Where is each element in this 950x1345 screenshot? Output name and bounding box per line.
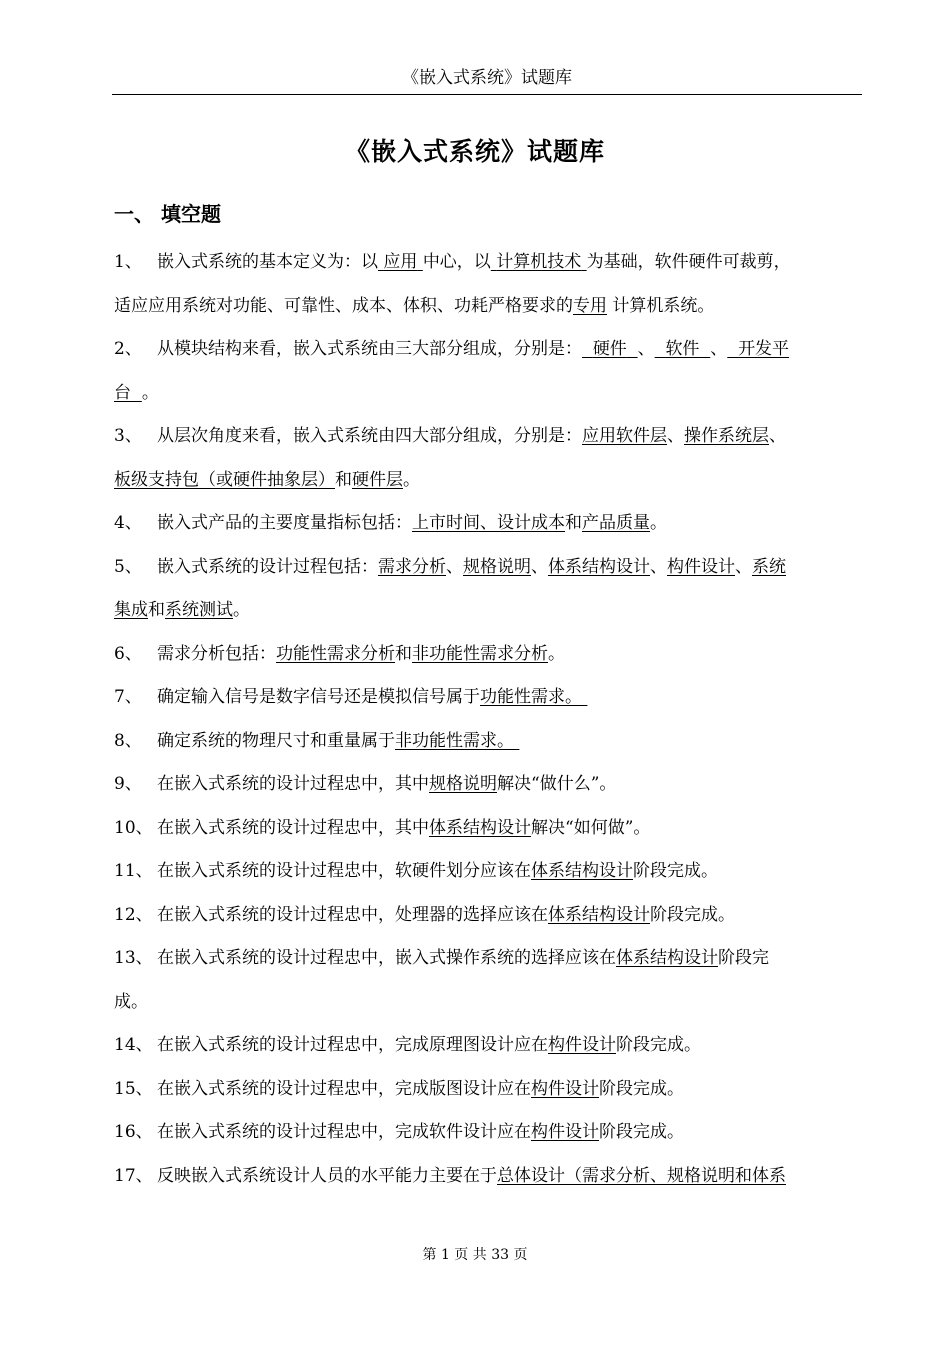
question-number: 5、 [114, 556, 142, 577]
answer-blank: 体系结构设计 [429, 817, 531, 838]
question-16: 16、 在嵌入式系统的设计过程忠中，完成软件设计应在构件设计阶段完成。 [114, 1111, 860, 1155]
question-7: 7、 确定输入信号是数字信号还是模拟信号属于功能性需求。 [114, 676, 860, 720]
answer-blank: 系统 [752, 556, 786, 577]
question-list [114, 241, 860, 1198]
question-5: 5、 嵌入式系统的设计过程包括：需求分析、规格说明、体系结构设计、构件设计、系统 集成和系统测试。 [114, 546, 860, 633]
question-number: 14、 [114, 1035, 153, 1055]
question-number: 16、 [114, 1122, 153, 1142]
answer-blank: 硬件层 [352, 469, 403, 490]
question-1: 1、 嵌入式系统的基本定义为：以 应用 中心，以 计算机技术 为基础，软件硬件可裁剪， 适应应用系统对功能、可靠性、成本、体积、功耗严格要求的专用 计算机系统。 [114, 241, 860, 328]
question-number: 2、 [114, 339, 142, 359]
answer-blank: 系统测试 [165, 600, 233, 620]
question-8: 8、 确定系统的物理尺寸和重量属于非功能性需求。 [114, 720, 860, 764]
question-2: 2、 从模块结构来看，嵌入式系统由三大部分组成，分别是： 硬件 、 软件 、 开发平 台 。 [114, 328, 860, 415]
answer-blank: 构件设计 [667, 556, 735, 577]
answer-blank: 操作系统层 [684, 426, 769, 446]
question-number: 13、 [114, 948, 153, 968]
question-number: 3、 [114, 426, 142, 446]
question-4: 4、 嵌入式产品的主要度量指标包括：上市时间、设计成本和产品质量。 [114, 502, 860, 546]
answer-blank: 体系结构设计 [548, 904, 650, 925]
answer-blank: 构件设计 [531, 1122, 599, 1142]
section-heading: 一、 填空题 [114, 202, 221, 226]
question-number: 10、 [114, 817, 153, 838]
answer-blank: 功能性需求分析 [276, 643, 395, 664]
answer-blank: 台 [114, 382, 131, 403]
question-13: 13、 在嵌入式系统的设计过程忠中，嵌入式操作系统的选择应该在体系结构设计阶段完 成。 [114, 937, 860, 1024]
question-6: 6、 需求分析包括：功能性需求分析和非功能性需求分析。 [114, 633, 860, 677]
question-3: 3、 从层次角度来看，嵌入式系统由四大部分组成，分别是：应用软件层、操作系统层、 板级支持包（或硬件抽象层）和硬件层。 [114, 415, 860, 502]
question-number: 9、 [114, 774, 142, 794]
answer-blank: 应用软件层 [582, 426, 667, 446]
answer-blank: 体系结构设计 [531, 861, 633, 881]
question-10: 10、 在嵌入式系统的设计过程忠中，其中体系结构设计解决“如何做”。 [114, 807, 860, 851]
answer-blank: 软件 [665, 339, 700, 359]
answer-blank: 应用 [383, 252, 418, 272]
answer-blank: 非功能性需求分析 [412, 643, 548, 664]
answer-blank: 功能性需求。 [480, 687, 582, 707]
answer-blank: 构件设计 [531, 1078, 599, 1099]
answer-blank: 专用 [573, 295, 607, 316]
question-number: 11、 [114, 861, 153, 881]
page-footer: 第 1 页 共 33 页 [422, 1247, 528, 1263]
question-17: 17、 反映嵌入式系统设计人员的水平能力主要在于总体设计（需求分析、规格说明和体系 [114, 1155, 860, 1199]
question-number: 1、 [114, 252, 142, 272]
answer-blank: 集成 [114, 600, 148, 620]
question-number: 4、 [114, 513, 142, 533]
answer-blank: 硬件 [592, 339, 627, 359]
answer-blank: 构件设计 [548, 1035, 616, 1055]
answer-blank: 需求分析 [378, 556, 446, 577]
answer-blank: 板级支持包（或硬件抽象层） [114, 469, 335, 490]
question-number: 17、 [114, 1165, 153, 1186]
answer-blank: 开发平 [738, 339, 790, 359]
question-14: 14、 在嵌入式系统的设计过程忠中，完成原理图设计应在构件设计阶段完成。 [114, 1024, 860, 1068]
answer-blank: 非功能性需求。 [395, 730, 514, 751]
question-11: 11、 在嵌入式系统的设计过程忠中，软硬件划分应该在体系结构设计阶段完成。 [114, 850, 860, 894]
answer-blank: 体系结构设计 [616, 948, 718, 968]
answer-blank: 体系结构设计 [548, 556, 650, 577]
answer-blank: 总体设计（需求分析、规格说明和体系 [497, 1165, 786, 1186]
question-number: 15、 [114, 1078, 153, 1099]
answer-blank: 规格说明 [429, 774, 497, 794]
answer-blank: 产品质量 [582, 513, 650, 533]
question-9: 9、 在嵌入式系统的设计过程忠中，其中规格说明解决“做什么”。 [114, 763, 860, 807]
answer-blank: 计算机技术 [496, 252, 582, 272]
document-title: 《嵌入式系统》试题库 [344, 137, 605, 166]
question-number: 8、 [114, 730, 142, 751]
page-header: 《嵌入式系统》试题库 [112, 64, 862, 95]
question-number: 6、 [114, 643, 142, 664]
answer-blank: 规格说明 [463, 556, 531, 577]
question-number: 12、 [114, 904, 153, 925]
answer-blank: 上市时间、设计成本 [412, 513, 565, 533]
question-12: 12、 在嵌入式系统的设计过程忠中，处理器的选择应该在体系结构设计阶段完成。 [114, 894, 860, 938]
question-number: 7、 [114, 687, 142, 707]
question-15: 15、 在嵌入式系统的设计过程忠中，完成版图设计应在构件设计阶段完成。 [114, 1068, 860, 1112]
